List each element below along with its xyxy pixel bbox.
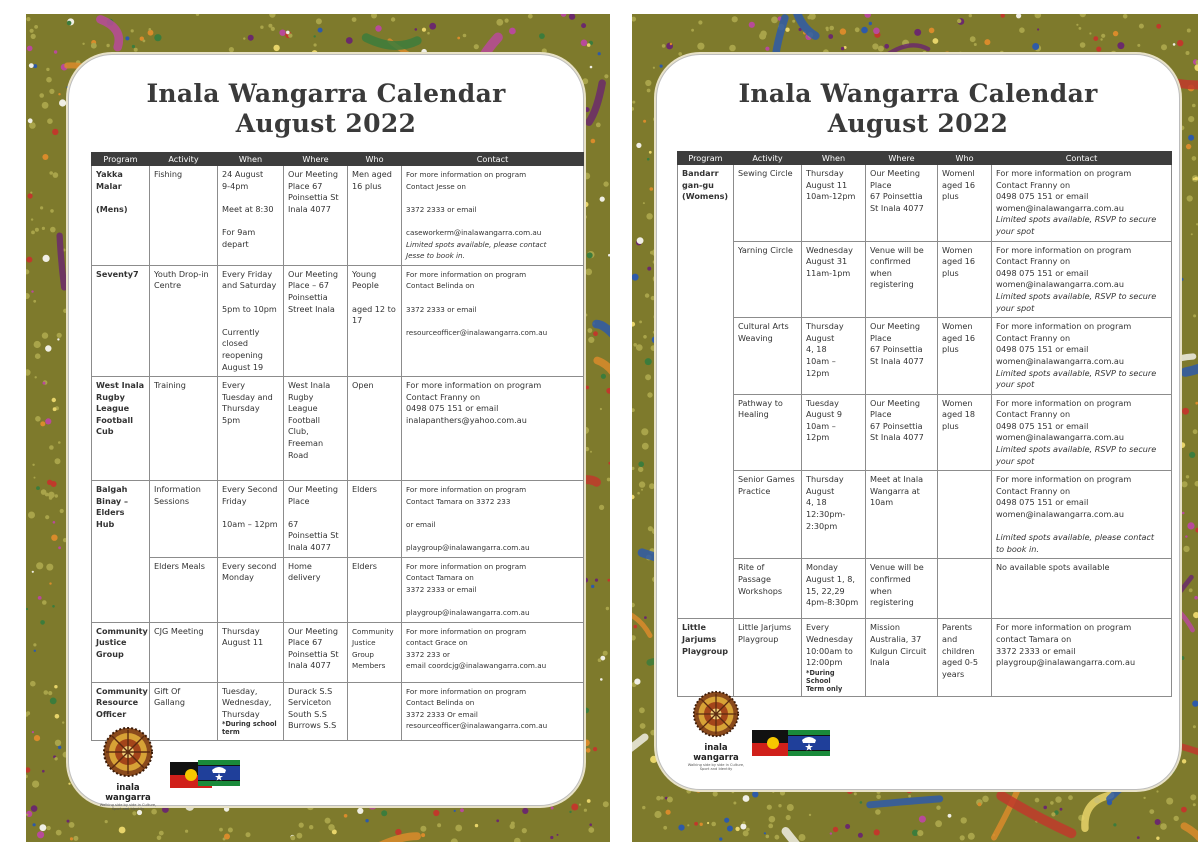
when-cell: Monday August 1, 8, 15, 22,29 4pm-8:30pm: [802, 559, 866, 619]
contact-text: No available spots available: [996, 562, 1110, 573]
table-row: [678, 559, 1172, 619]
where-cell: Mission Australia, 37 Kulgun Circuit Inala: [866, 619, 938, 697]
contact-cell: [992, 394, 1172, 471]
where-cell: Our Meeting Place 67 Poinsettia St Inala 4077: [866, 165, 938, 242]
column-header: Contact: [402, 153, 584, 166]
contact-text: For more information on program contact Grace on 3372 233 or email coordcjg@inalawangarra.com.au: [406, 626, 547, 671]
contact-cell: [992, 241, 1172, 318]
page-title: [657, 79, 1179, 139]
when-text: Every Wednesday 10:00am to 12:00pm: [806, 622, 853, 668]
program-cell: West Inala Rugby League Football Cub: [92, 377, 150, 481]
activity-cell: Rite of Passage Workshops: [734, 559, 802, 619]
who-cell: [938, 559, 992, 619]
logo-wordmark: inala wangarra: [693, 743, 739, 763]
table-row: [92, 557, 584, 622]
contact-cell: [992, 471, 1172, 559]
contact-cell: [402, 377, 584, 481]
contact-note: Limited spots available, RSVP to secure your spot: [996, 444, 1157, 466]
who-cell: [938, 471, 992, 559]
title-line-1: Inala Wangarra Calendar: [738, 79, 1098, 108]
contact-cell: [992, 318, 1172, 395]
program-table: [91, 152, 584, 741]
column-header: When: [802, 152, 866, 165]
logo-tagline: Walking side by side in Culture, Sport and Identity: [99, 803, 157, 811]
who-cell: Women aged 18 plus: [938, 394, 992, 471]
logo-tagline: Walking side by side in Culture, Sport and Identity: [687, 763, 745, 771]
contact-note: Limited spots available, please contact to book in.: [996, 532, 1155, 554]
contact-text: For more information on program Contact Franny on 0498 075 151 or email women@inalawangarra.com.au: [996, 397, 1132, 443]
contact-text: For more information on program Contact Franny on 0498 075 151 or email inalapanthers@yahoo.com.au: [406, 380, 542, 425]
torres-strait-islander-flag-icon: [198, 760, 240, 786]
who-cell: Elders: [348, 557, 402, 622]
when-note: *During school term: [222, 720, 277, 737]
when-cell: Every Tuesday and Thursday 5pm: [218, 377, 284, 481]
column-header: Program: [92, 153, 150, 166]
contact-text: For more information on program Contact Franny on 0498 075 151 or email women@inalawangarra.com.au: [996, 321, 1132, 366]
contact-note: Limited spots available, RSVP to secure your spot: [996, 214, 1157, 236]
activity-cell: Youth Drop-in Centre: [150, 265, 218, 376]
table-row: [92, 622, 584, 682]
logo-emblem-icon: [98, 726, 158, 778]
activity-cell: Information Sessions: [150, 481, 218, 558]
contact-cell: [992, 559, 1172, 619]
program-cell: Seventy7: [92, 265, 150, 376]
calendar-card: [656, 54, 1180, 790]
table-row: [678, 241, 1172, 318]
where-cell: Our Meeting Place – 67 Poinsettia Street Inala: [284, 265, 348, 376]
activity-cell: Fishing: [150, 166, 218, 266]
where-cell: Our Meeting Place 67 Poinsettia St Inala 4077: [866, 394, 938, 471]
calendar-page-left: [26, 14, 610, 842]
table-row: [678, 165, 1172, 242]
contact-cell: [402, 682, 584, 740]
contact-cell: [402, 557, 584, 622]
contact-note: Limited spots available, RSVP to secure your spot: [996, 367, 1157, 390]
when-cell: Thursday August 4, 18 10am – 12pm: [802, 318, 866, 395]
who-cell: Womenl aged 16 plus: [938, 165, 992, 242]
where-cell: Our Meeting Place 67 Poinsettia St Inala 4077: [284, 166, 348, 266]
when-note: *During School Term only: [806, 668, 843, 693]
column-header: Who: [938, 152, 992, 165]
when-cell: Thursday August 11 10am-12pm: [802, 165, 866, 242]
table-row: [92, 265, 584, 376]
who-cell: [348, 682, 402, 740]
activity-cell: Yarning Circle: [734, 241, 802, 318]
contact-text: For more information on program Contact Jesse on 3372 2333 or email caseworkerm@inalawangarra.com.au: [406, 170, 542, 237]
torres-strait-islander-flag-icon: [788, 730, 830, 756]
title-line-2: August 2022: [235, 109, 417, 138]
contact-text: For more information on program Contact Tamara on 3372 2333 or email playgroup@inalawangarra.com.au: [406, 561, 530, 618]
when-cell: Thursday August 11: [218, 622, 284, 682]
when-cell: [218, 682, 284, 740]
table-row: [678, 471, 1172, 559]
inala-wangarra-logo: [686, 690, 746, 771]
activity-cell: Sewing Circle: [734, 165, 802, 242]
contact-text: For more information on program Contact Franny on 0498 075 151 or email women@inalawangarra.com.au: [996, 244, 1132, 290]
column-header: Where: [866, 152, 938, 165]
when-cell: Every Friday and Saturday 5pm to 10pm Currently closed reopening August 19: [218, 265, 284, 376]
when-text: Tuesday, Wednesday, Thursday: [222, 685, 272, 719]
who-cell: Elders: [348, 481, 402, 558]
where-cell: Durack S.S Serviceton South S.S Burrows S.S: [284, 682, 348, 740]
activity-cell: Senior Games Practice: [734, 471, 802, 559]
where-cell: Our Meeting Place 67 Poinsettia St Inala 4077: [284, 481, 348, 558]
table-header-row: [678, 152, 1172, 165]
who-cell: Parents and children aged 0-5 years: [938, 619, 992, 697]
contact-cell: [402, 166, 584, 266]
when-cell: Every Second Friday 10am – 12pm: [218, 481, 284, 558]
activity-cell: Gift Of Gallang: [150, 682, 218, 740]
when-cell: [802, 619, 866, 697]
calendar-card: [68, 54, 584, 806]
who-cell: Women aged 16 plus: [938, 318, 992, 395]
column-header: When: [218, 153, 284, 166]
contact-cell: [402, 622, 584, 682]
contact-text: For more information on program Contact Belinda on 3372 2333 Or email resourceofficer@inalawangarra.com.au: [406, 686, 548, 731]
table-row: [678, 394, 1172, 471]
logo-emblem-icon: [686, 690, 746, 738]
table-header-row: [92, 153, 584, 166]
where-cell: Venue will be confirmed when registering: [866, 241, 938, 318]
contact-cell: [402, 265, 584, 376]
title-line-2: August 2022: [827, 109, 1009, 138]
table-row: [678, 318, 1172, 395]
table-row: [92, 682, 584, 740]
contact-text: For more information on program Contact Franny on 0498 075 151 or email women@inalawangarra.com.au: [996, 474, 1132, 520]
program-cell: Bandarr gan-gu (Womens): [678, 165, 734, 619]
table-row: [92, 377, 584, 481]
where-cell: Our Meeting Place 67 Poinsettia St Inala 4077: [284, 622, 348, 682]
contact-text: For more information on program Contact Tamara on 3372 233 or email playgroup@inalawangarra.com.au: [406, 485, 530, 553]
where-cell: Meet at Inala Wangarra at 10am: [866, 471, 938, 559]
when-cell: Wednesday August 31 11am-1pm: [802, 241, 866, 318]
activity-cell: Pathway to Healing: [734, 394, 802, 471]
activity-cell: Cultural Arts Weaving: [734, 318, 802, 395]
contact-cell: [992, 165, 1172, 242]
column-header: Contact: [992, 152, 1172, 165]
activity-cell: Elders Meals: [150, 557, 218, 622]
who-cell: Open: [348, 377, 402, 481]
logo-wordmark: inala wangarra: [105, 783, 151, 803]
when-cell: Every second Monday: [218, 557, 284, 622]
where-cell: West Inala Rugby League Football Club, Freeman Road: [284, 377, 348, 481]
who-cell: Women aged 16 plus: [938, 241, 992, 318]
program-cell: Little Jarjums Playgroup: [678, 619, 734, 697]
where-cell: Venue will be confirmed when registering: [866, 559, 938, 619]
inala-wangarra-logo: [98, 726, 158, 811]
when-cell: Thursday August 4, 18 12:30pm- 2:30pm: [802, 471, 866, 559]
program-cell: Community Resource Officer: [92, 682, 150, 740]
activity-cell: Training: [150, 377, 218, 481]
who-cell: Men aged 16 plus: [348, 166, 402, 266]
program-cell: Balgah Binay – Elders Hub: [92, 481, 150, 623]
contact-note: Limited spots available, please contact Jesse to book in.: [406, 239, 547, 261]
contact-text: For more information on program Contact Belinda on 3372 2333 or email resourceofficer@inalawangarra.com.au: [406, 269, 548, 337]
column-header: Where: [284, 153, 348, 166]
title-line-1: Inala Wangarra Calendar: [146, 79, 506, 108]
contact-text: For more information on program Contact Franny on 0498 075 151 or email women@inalawangarra.com.au: [996, 168, 1132, 213]
contact-text: For more information on program contact Tamara on 3372 2333 or email playgroup@inalawangarra.com.au: [996, 622, 1136, 668]
program-cell: Community Justice Group: [92, 622, 150, 682]
table-row: [92, 481, 584, 558]
column-header: Who: [348, 153, 402, 166]
column-header: Program: [678, 152, 734, 165]
program-cell: Yakka Malar (Mens): [92, 166, 150, 266]
who-cell: Community Justice Group Members: [348, 622, 402, 682]
contact-cell: [992, 619, 1172, 697]
where-cell: Home delivery: [284, 557, 348, 622]
contact-cell: [402, 481, 584, 558]
table-row: [678, 619, 1172, 697]
table-row: [92, 166, 584, 266]
activity-cell: Little Jarjums Playgroup: [734, 619, 802, 697]
calendar-page-right: [632, 14, 1198, 842]
when-cell: 24 August 9-4pm Meet at 8:30 For 9am depart: [218, 166, 284, 266]
where-cell: Our Meeting Place 67 Poinsettia St Inala 4077: [866, 318, 938, 395]
when-cell: Tuesday August 9 10am – 12pm: [802, 394, 866, 471]
activity-cell: CJG Meeting: [150, 622, 218, 682]
program-table: [677, 151, 1172, 697]
who-cell: Young People aged 12 to 17: [348, 265, 402, 376]
column-header: Activity: [734, 152, 802, 165]
page-title: [69, 79, 583, 139]
column-header: Activity: [150, 153, 218, 166]
contact-note: Limited spots available, RSVP to secure your spot: [996, 290, 1157, 313]
